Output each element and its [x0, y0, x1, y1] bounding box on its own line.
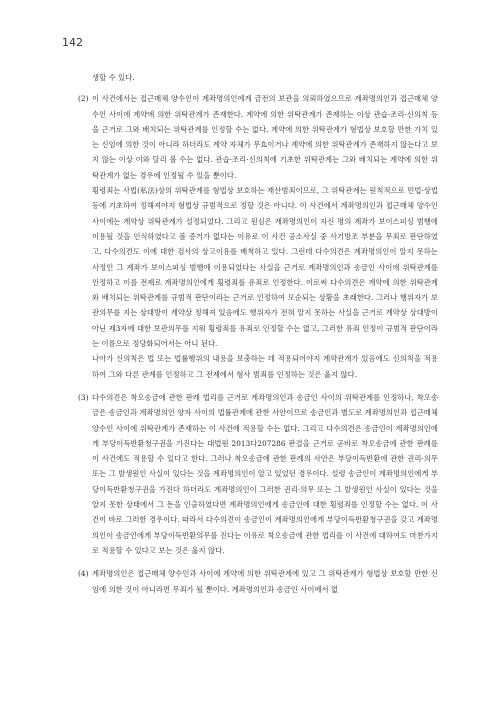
- continuation-line: 생할 수 있다.: [92, 73, 135, 82]
- item-number: (4): [78, 569, 89, 579]
- item-body: [92, 566, 438, 597]
- page-body: [78, 70, 438, 605]
- list-item-2: [78, 91, 438, 382]
- list-item-3: [78, 390, 438, 558]
- item-number: (2): [78, 94, 89, 104]
- paragraph: 다수의견은 착오송금에 관한 판례 법리를 근거로 계좌명의인과 송금인 사이의 위탁관계를 인정하나, 착오송금은 송금인과 계좌명의인 양자 사이의 법률관계에 관한 사안이므로 송금인과 별도로 계좌명의인과 접근매체 양수인 사이에 위탁관계가 존재하는 이 사건에 적용할 수는 없다. 그리고 다수의견은 송금인이 계좌명의인에게 부당이득반환청구권을 가진다는 대법원 2013다207286 판결을 근거로 곧바로 착오송금에 관한 판례를 이 사건에도 적용할 수 있다고 한다. 그러나 착오송금에 관한 판례의 사안은 부당이득반환에 관한 권리·의무 또는 그 발생원인 사실이 있다는 것을 계좌명의인이 알고 있었던 경우이다. 설령 송금인이 계좌명의인에게 부당이득반환청구권을 가진다 하더라도 계좌명의인이 그러한 권리·의무 또는 그 발생원인 사실이 있다는 것을 알지 못한 상태에서 그 돈을 인출하였다면 계좌명의인에게 송금인에 대한 횡령죄를 인정할 수는 없다. 이 사건이 바로 그러한 경우이다. 따라서 다수의견이 송금인이 계좌명의인에게 부당이득반환청구권을 갖고 계좌명의인이 송금인에게 부당이득반환의무를 진다는 이유로 착오송금에 관한 법리를 이 사건에 대하여도 마찬가지로 적용할 수 있다고 보는 것은 옳지 않다.: [92, 392, 438, 555]
- item-body: [92, 91, 438, 382]
- paragraph: 이 사건에서는 접근매체 양수인이 계좌명의인에게 금전의 보관을 의뢰하였으므로 계좌명의인과 접근매체 양수인 사이에 계약에 의한 위탁관계가 존재한다. 계약에 의한 위탁관계가 존재하는 이상 관습·조리·신의칙 등을 근거로 그와 배치되는 위탁관계를 인정할 수는 없다. 계약에 의한 위탁관계가 형법상 보호할 만한 가치 있는 신임에 의한 것이 아니라 하더라도 계약 자체가 무효이거나 계약에 의한 위탁관계가 존재하지 않는다고 보지 않는 이상 이와 달리 볼 수는 없다. 관습·조리·신의칙에 기초한 위탁관계는 그와 배치되는 계약에 의한 위탁관계가 없는 경우에 인정될 수 있을 뿐이다.: [92, 94, 438, 180]
- paragraph: 횡령죄는 사법(私法)상의 위탁관계를 형법상 보호하는 재산범죄이므로, 그 위탁관계는 원칙적으로 민법·상법 등에 기초하여 정해져야지 형법상 규범적으로 정할 것은 아니다. 이 사건에서 계좌명의인과 접근매체 양수인 사이에는 계약상 위탁관계가 설정되었다. 그리고 원심은 계좌명의인이 자신 명의 계좌가 보이스피싱 범행에 이용될 것을 인식하였다고 볼 증거가 없다는 이유로 이 사건 공소사실 중 사기방조 부분을 무죄로 판단하였고, 다수의견도 이에 대한 검사의 상고이유를 배척하고 있다. 그런데 다수의견은 계좌명의인이 알지 못하는 사정인 그 계좌가 보이스피싱 범행에 이용되었다는 사실을 근거로 계좌명의인과 송금인 사이에 위탁관계를 인정하고 이를 전제로 계좌명의인에게 횡령죄를 유죄로 인정한다. 이로써 다수의견은 계약에 의한 위탁관계와 배치되는 위탁관계를 규범적 판단이라는 근거로 인정하여 모순되는 상황을 초래한다. 그러나 행위자가 보관의무를 지는 상대방이 계약상 정해져 있음에도 행위자가 전혀 알지 못하는 사실을 근거로 계약상 상대방이 아닌 제3자에 대한 보관의무를 지워 횡령죄를 유죄로 인정할 수는 없고, 그러한 유죄 인정이 규범적 판단이라는 이름으로 정당화되어서는 아니 된다.: [92, 186, 438, 349]
- page-number: 142: [62, 36, 83, 49]
- item-number: (3): [78, 392, 89, 402]
- paragraph: 계좌명의인은 접근매체 양수인과 사이에 계약에 의한 위탁관계에 있고 그 위탁관계가 형법상 보호할 만한 신임에 의한 것이 아니라면 무죄가 될 뿐이다. 계좌명의인과 송금인 사이에서 없: [92, 569, 438, 594]
- paragraph: 나아가 신의칙은 법 또는 법률행위의 내용을 보충하는 데 적용되어야지 계약관계가 있음에도 신의칙을 적용하여 그와 다른 관계를 인정하고 그 전제에서 형사 범죄를 인정하는 것은 옳지 않다.: [92, 354, 438, 379]
- item-body: [92, 390, 438, 558]
- list-item-4: [78, 566, 438, 597]
